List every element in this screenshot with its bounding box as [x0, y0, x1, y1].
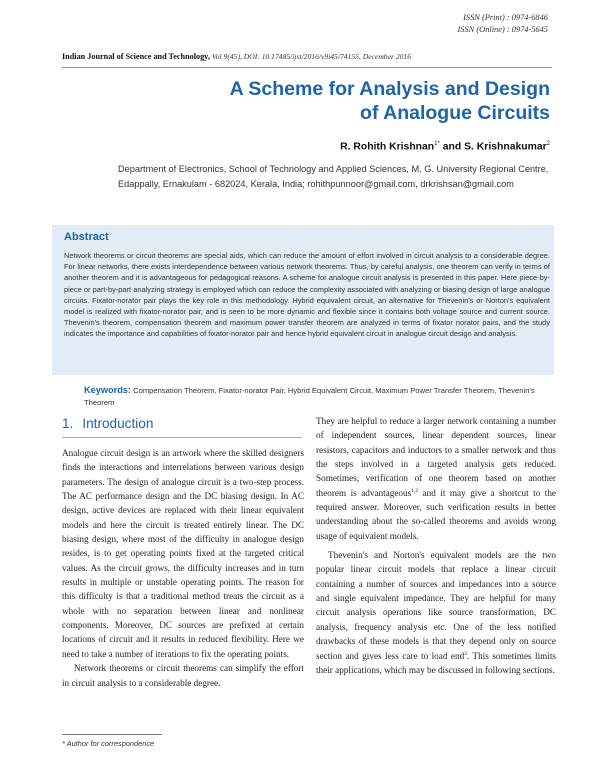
paragraph: Analogue circuit design is an artwork where the skilled designers finds the interactions and interrelations between various design parameters. The design of analogue circuit is a two-step process. The AC performance design and the DC biasing design. In AC design, active devices are replaced with their linear equivalent models and here the circuit is treated entirely linear. The DC biasing design, where most of the difficulty in analogue design resides, is to get operating points fixed at the targeted critical values. As the circuit grows, the difficulty increases and in turn results in multiple or unstable operating points. The reason for this difficulty is that a traditional method treats the circuit as a whole with no separation between linear and nonlinear components. Moreover, DC sources are prefixed at certain locations of circuit and it results in reduced flexibility. Here we need to take a number of iterations to fix the operating points. [62, 448, 304, 659]
issn-online: ISSN (Online) : 0974-5645 [457, 25, 548, 34]
affiliation-line-1: Department of Electronics, School of Technology and Applied Sciences, M. G. University Regional Centre, [118, 164, 549, 174]
footnote: * Author for correspondence [62, 739, 155, 748]
journal-citation [62, 52, 411, 61]
keywords-text: Compensation Theorem, Fixator-norator Pair, Hybrid Equivalent Circuit, Maximum Power Transfer Theorem, Thevenin's Theorem [84, 386, 535, 407]
authors-and: and [439, 141, 465, 153]
issn-print: ISSN (Print) : 0974-6846 [463, 13, 548, 22]
keywords [84, 384, 554, 409]
citation-ref: 3 [464, 650, 467, 657]
header-divider [62, 67, 552, 68]
paragraph-text: . This sometimes limits their applications, which may be discussed in following sections. [316, 650, 556, 675]
body-column-left [62, 446, 304, 690]
keywords-label: Keywords: [84, 385, 131, 395]
paragraph [316, 548, 556, 677]
citation-ref: 1,2 [411, 487, 419, 494]
author-1-mark: 1* [434, 141, 440, 147]
author-2: S. Krishnakumar [464, 141, 547, 153]
title-line-2: of Analogue Circuits [360, 102, 550, 124]
affiliation [118, 162, 558, 192]
paragraph-text: They are helpful to reduce a larger network containing a number of independent sources, linear dependent sources, linear resistors, capacitors and inductors to a smaller network and thus the steps involved in a targeted analysis gets reduced. Sometimes, verification of one theorem based on another theorem is advantageous [316, 416, 556, 498]
section-heading [62, 416, 153, 431]
footnote-divider [62, 734, 162, 735]
author-list [340, 141, 550, 152]
abstract-heading: Abstract [64, 231, 109, 243]
paragraph: Network theorems or circuit theorems can simplify the effort in circuit analysis to a considerable degree. [62, 663, 304, 688]
journal-name: Indian Journal of Science and Technology, [62, 52, 210, 61]
body-column-right [316, 414, 556, 677]
section-number: 1. [62, 416, 74, 431]
journal-meta: Vol 9(45), DOI: 10.17485/ijst/2016/v9i45/74155, December 2016 [211, 52, 412, 61]
paragraph-text: Thevenin's and Norton's equivalent models are the two popular linear circuit models that replace a linear circuit containing a number of sources and impedances into a source and single equivalent impedance. They are helpful for many circuit analysis operations like source transformation, DC analysis, frequency analysis etc. One of the less notified drawbacks of these models is that they depend only on source section and gives less care to load end [316, 550, 556, 661]
section-divider [62, 437, 302, 438]
abstract-text: Network theorems or circuit theorems are special aids, which can reduce the amount of effort involved in circuit analysis to a considerable degree. For linear networks, there exists interdependence between various network theorems. Thus, by careful analysis, one theorem can verify in terms of another theorem and it is advantageous for pedagogical reasons. A scheme for analogue circuit analysis is presented in this paper. Here piece-by-piece or part-by-part analyzing strategy is employed which can reduce the complexity associated with analyzing or biasing design of large analogue circuits. Fixator-norator pair plays the key role in this methodology. Hybrid equivalent circuit, an alternative for Thevenin's or Norton's equivalent model is realized with fixator-norator pair, and is seen to be more dynamic and flexible since it contains both voltage source and current source. Thevenin's theorem, compensation theorem and maximum power transfer theorem are analyzed in terms of fixator norator pairs, and the study indicates the importance and capabilities of fixator-norator pair and hence hybrid equivalent circuit in analogue circuit design and analysis. [64, 251, 550, 339]
title-line-1: A Scheme for Analysis and Design [229, 78, 550, 100]
author-1: R. Rohith Krishnan [340, 141, 435, 153]
author-2-mark: 2 [546, 141, 550, 147]
affiliation-line-2: Edappally, Ernakulam - 682024, Kerala, India; rohithpunnoor@gmail.com, drkrishsan@gmail.com [118, 179, 514, 189]
paragraph [316, 414, 556, 543]
paragraph-text: and it may give a shortcut to the required answer. Moreover, such verification results in better understanding about the so-called theorems and avoids wrong usage of equivalent models. [316, 487, 556, 541]
section-title: Introduction [82, 416, 154, 431]
paper-title [230, 77, 550, 125]
